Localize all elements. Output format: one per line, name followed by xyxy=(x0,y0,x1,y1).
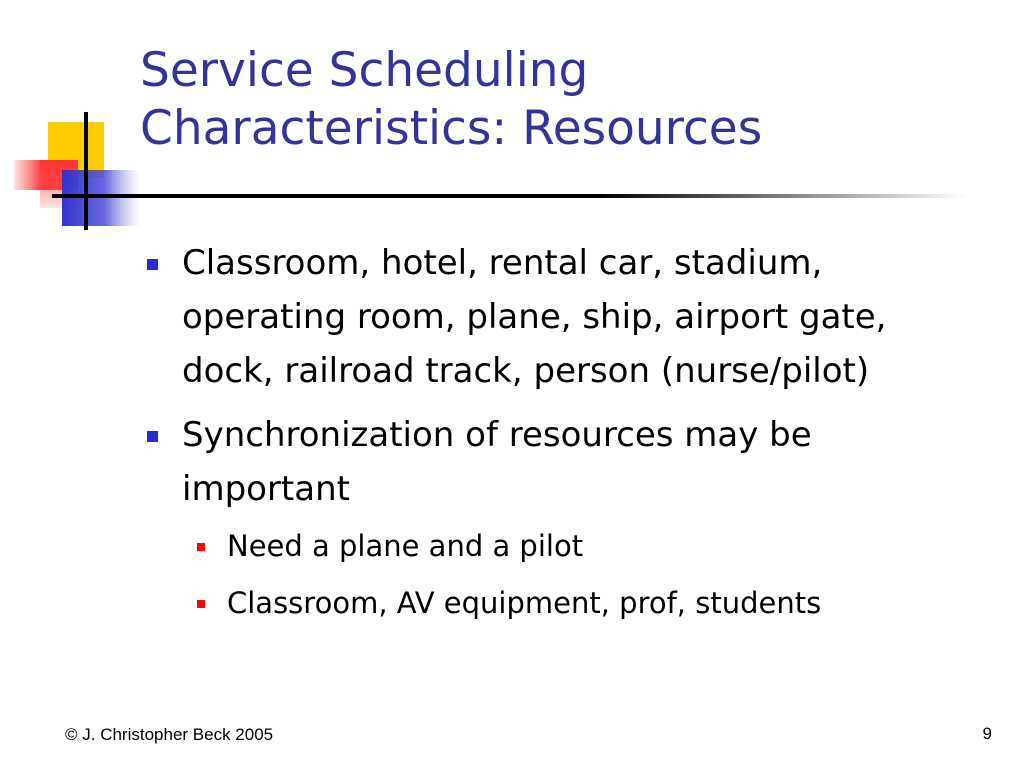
bullet-list xyxy=(145,236,965,632)
bullet-text: Synchronization of resources may be important xyxy=(182,415,812,509)
bullet-item xyxy=(145,236,965,398)
sub-bullet-item xyxy=(182,575,965,632)
sub-bullet-square-icon xyxy=(197,600,205,608)
slide-title: Service Scheduling Characteristics: Resources xyxy=(140,43,763,156)
sub-bullet-text: Need a plane and a pilot xyxy=(227,529,584,563)
sub-bullet-list xyxy=(182,518,965,632)
bullet-square-icon xyxy=(147,259,158,270)
logo-blue-square xyxy=(62,170,140,226)
sub-bullet-item xyxy=(182,518,965,575)
page-number: 9 xyxy=(982,724,992,743)
bullet-text: Classroom, hotel, rental car, stadium, operating room, plane, ship, airport gate, dock, railroad track, person (nurse/pilot) xyxy=(182,243,887,391)
sub-bullet-square-icon xyxy=(197,543,205,551)
footer-copyright: © J. Christopher Beck 2005 xyxy=(65,725,274,744)
sub-bullet-text: Classroom, AV equipment, prof, students xyxy=(227,586,822,620)
title-divider xyxy=(52,194,967,198)
logo-vertical-line xyxy=(84,112,88,230)
bullet-item xyxy=(145,408,965,632)
slide-body xyxy=(145,236,965,642)
bullet-square-icon xyxy=(147,431,158,442)
